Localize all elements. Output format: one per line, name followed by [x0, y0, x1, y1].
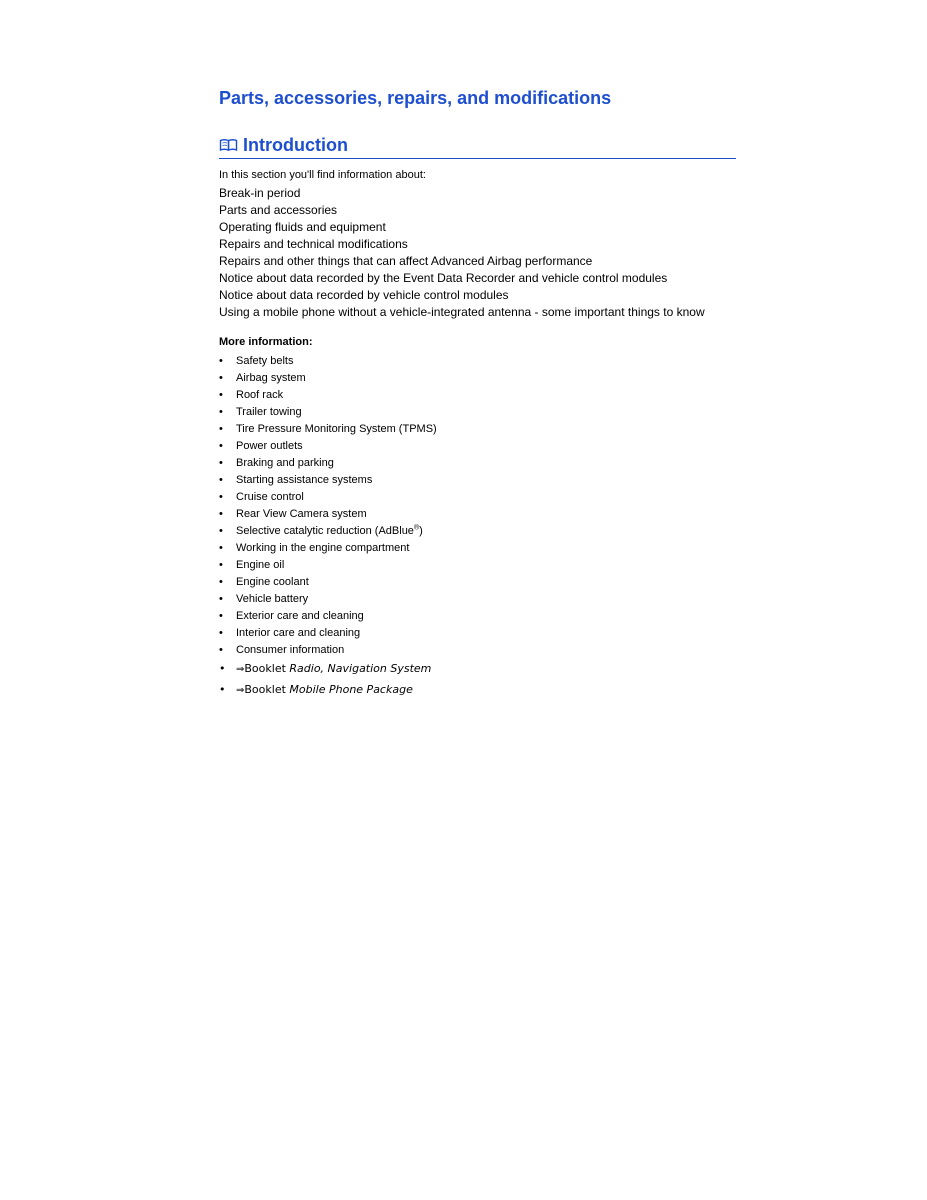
chapter-title: Parts, accessories, repairs, and modifications: [219, 88, 612, 108]
more-info-label: Interior care and cleaning: [236, 627, 361, 639]
more-info-label: Cruise control: [236, 491, 304, 503]
more-info-label: Exterior care and cleaning: [236, 610, 364, 622]
bullet-marker: •: [219, 423, 223, 435]
more-info-label: Engine oil: [236, 559, 285, 571]
more-info-label: Roof rack: [236, 389, 284, 401]
topic-item[interactable]: Repairs and technical modifications: [219, 237, 408, 251]
arrow-right-icon: ⇒: [236, 685, 245, 696]
more-info-label: Braking and parking: [236, 457, 334, 469]
more-info-item[interactable]: [219, 591, 736, 608]
more-info-label: Vehicle battery: [236, 593, 309, 605]
more-info-item[interactable]: [219, 387, 736, 404]
more-info-label: Rear View Camera system: [236, 508, 367, 520]
bullet-marker: •: [219, 440, 223, 452]
bullet-marker: •: [219, 389, 223, 401]
bullet-marker: •: [219, 355, 223, 367]
bullet-marker: •: [219, 474, 223, 486]
more-info-item[interactable]: [219, 557, 736, 574]
intro-text: In this section you'll find information about:: [219, 169, 426, 181]
bullet-marker: •: [219, 406, 223, 418]
booklet-title: Radio, Navigation System: [289, 662, 432, 675]
more-info-label: Tire Pressure Monitoring System (TPMS): [236, 423, 437, 435]
registered-mark: ®: [413, 524, 420, 532]
more-info-item[interactable]: [219, 370, 736, 387]
bullet-marker: •: [219, 542, 223, 554]
booklet-link-phone[interactable]: [219, 680, 736, 701]
more-info-item[interactable]: [219, 625, 736, 642]
bullet-marker: •: [219, 559, 223, 571]
bullet-marker: •: [219, 644, 223, 656]
bullet-marker: •: [219, 525, 223, 537]
topic-item[interactable]: Operating fluids and equipment: [219, 220, 386, 234]
more-info-item[interactable]: [219, 489, 736, 506]
bullet-marker: •: [219, 372, 223, 384]
more-info-label: Safety belts: [236, 355, 294, 367]
booklet-prefix: Booklet: [244, 662, 290, 675]
bullet-marker: •: [219, 662, 226, 675]
topic-item[interactable]: Notice about data recorded by the Event Data Recorder and vehicle control modules: [219, 271, 668, 285]
bullet-marker: •: [219, 593, 223, 605]
arrow-right-icon: ⇒: [236, 664, 245, 675]
more-info-item[interactable]: [219, 455, 736, 472]
adblue-label-end: ): [419, 525, 423, 537]
more-info-item[interactable]: [219, 353, 736, 370]
bullet-marker: •: [219, 683, 226, 696]
bullet-marker: •: [219, 610, 223, 622]
more-info-item[interactable]: [219, 608, 736, 625]
more-info-label: Engine coolant: [236, 576, 309, 588]
bullet-marker: •: [219, 491, 223, 503]
more-info-item[interactable]: [219, 404, 736, 421]
more-info-label: Working in the engine compartment: [236, 542, 410, 554]
more-info-list: [219, 353, 736, 701]
more-info-item[interactable]: [219, 540, 736, 557]
booklet-title: Mobile Phone Package: [289, 683, 413, 696]
page-content: [219, 86, 736, 701]
bullet-marker: •: [219, 576, 223, 588]
more-info-label: Consumer information: [236, 644, 345, 656]
section-header: [219, 134, 736, 159]
more-info-label: Starting assistance systems: [236, 474, 373, 486]
book-icon: [219, 138, 238, 152]
more-info-item[interactable]: [219, 506, 736, 523]
bullet-marker: •: [219, 627, 223, 639]
booklet-link-radio[interactable]: [219, 659, 736, 680]
more-info-item[interactable]: [219, 438, 736, 455]
more-info-item[interactable]: [219, 421, 736, 438]
more-info-item[interactable]: [219, 642, 736, 659]
more-info-label: Power outlets: [236, 440, 303, 452]
more-info-item[interactable]: [219, 574, 736, 591]
booklet-prefix: Booklet: [244, 683, 290, 696]
more-info-item[interactable]: [219, 472, 736, 489]
more-info-label: Airbag system: [236, 372, 306, 384]
topic-item[interactable]: Using a mobile phone without a vehicle-integrated antenna - some important things to know: [219, 305, 705, 319]
topic-item[interactable]: Repairs and other things that can affect Advanced Airbag performance: [219, 254, 593, 268]
topic-item[interactable]: Notice about data recorded by vehicle control modules: [219, 288, 509, 302]
topic-item[interactable]: Parts and accessories: [219, 203, 338, 217]
section-title: Introduction: [243, 135, 348, 155]
more-info-label: Trailer towing: [236, 406, 302, 418]
more-info-heading: More information:: [219, 336, 313, 348]
topic-list: [219, 185, 736, 321]
bullet-marker: •: [219, 508, 223, 520]
bullet-marker: •: [219, 457, 223, 469]
more-info-item-adblue[interactable]: [219, 523, 736, 540]
adblue-label: Selective catalytic reduction (AdBlue: [236, 525, 414, 537]
topic-item[interactable]: Break-in period: [219, 186, 301, 200]
